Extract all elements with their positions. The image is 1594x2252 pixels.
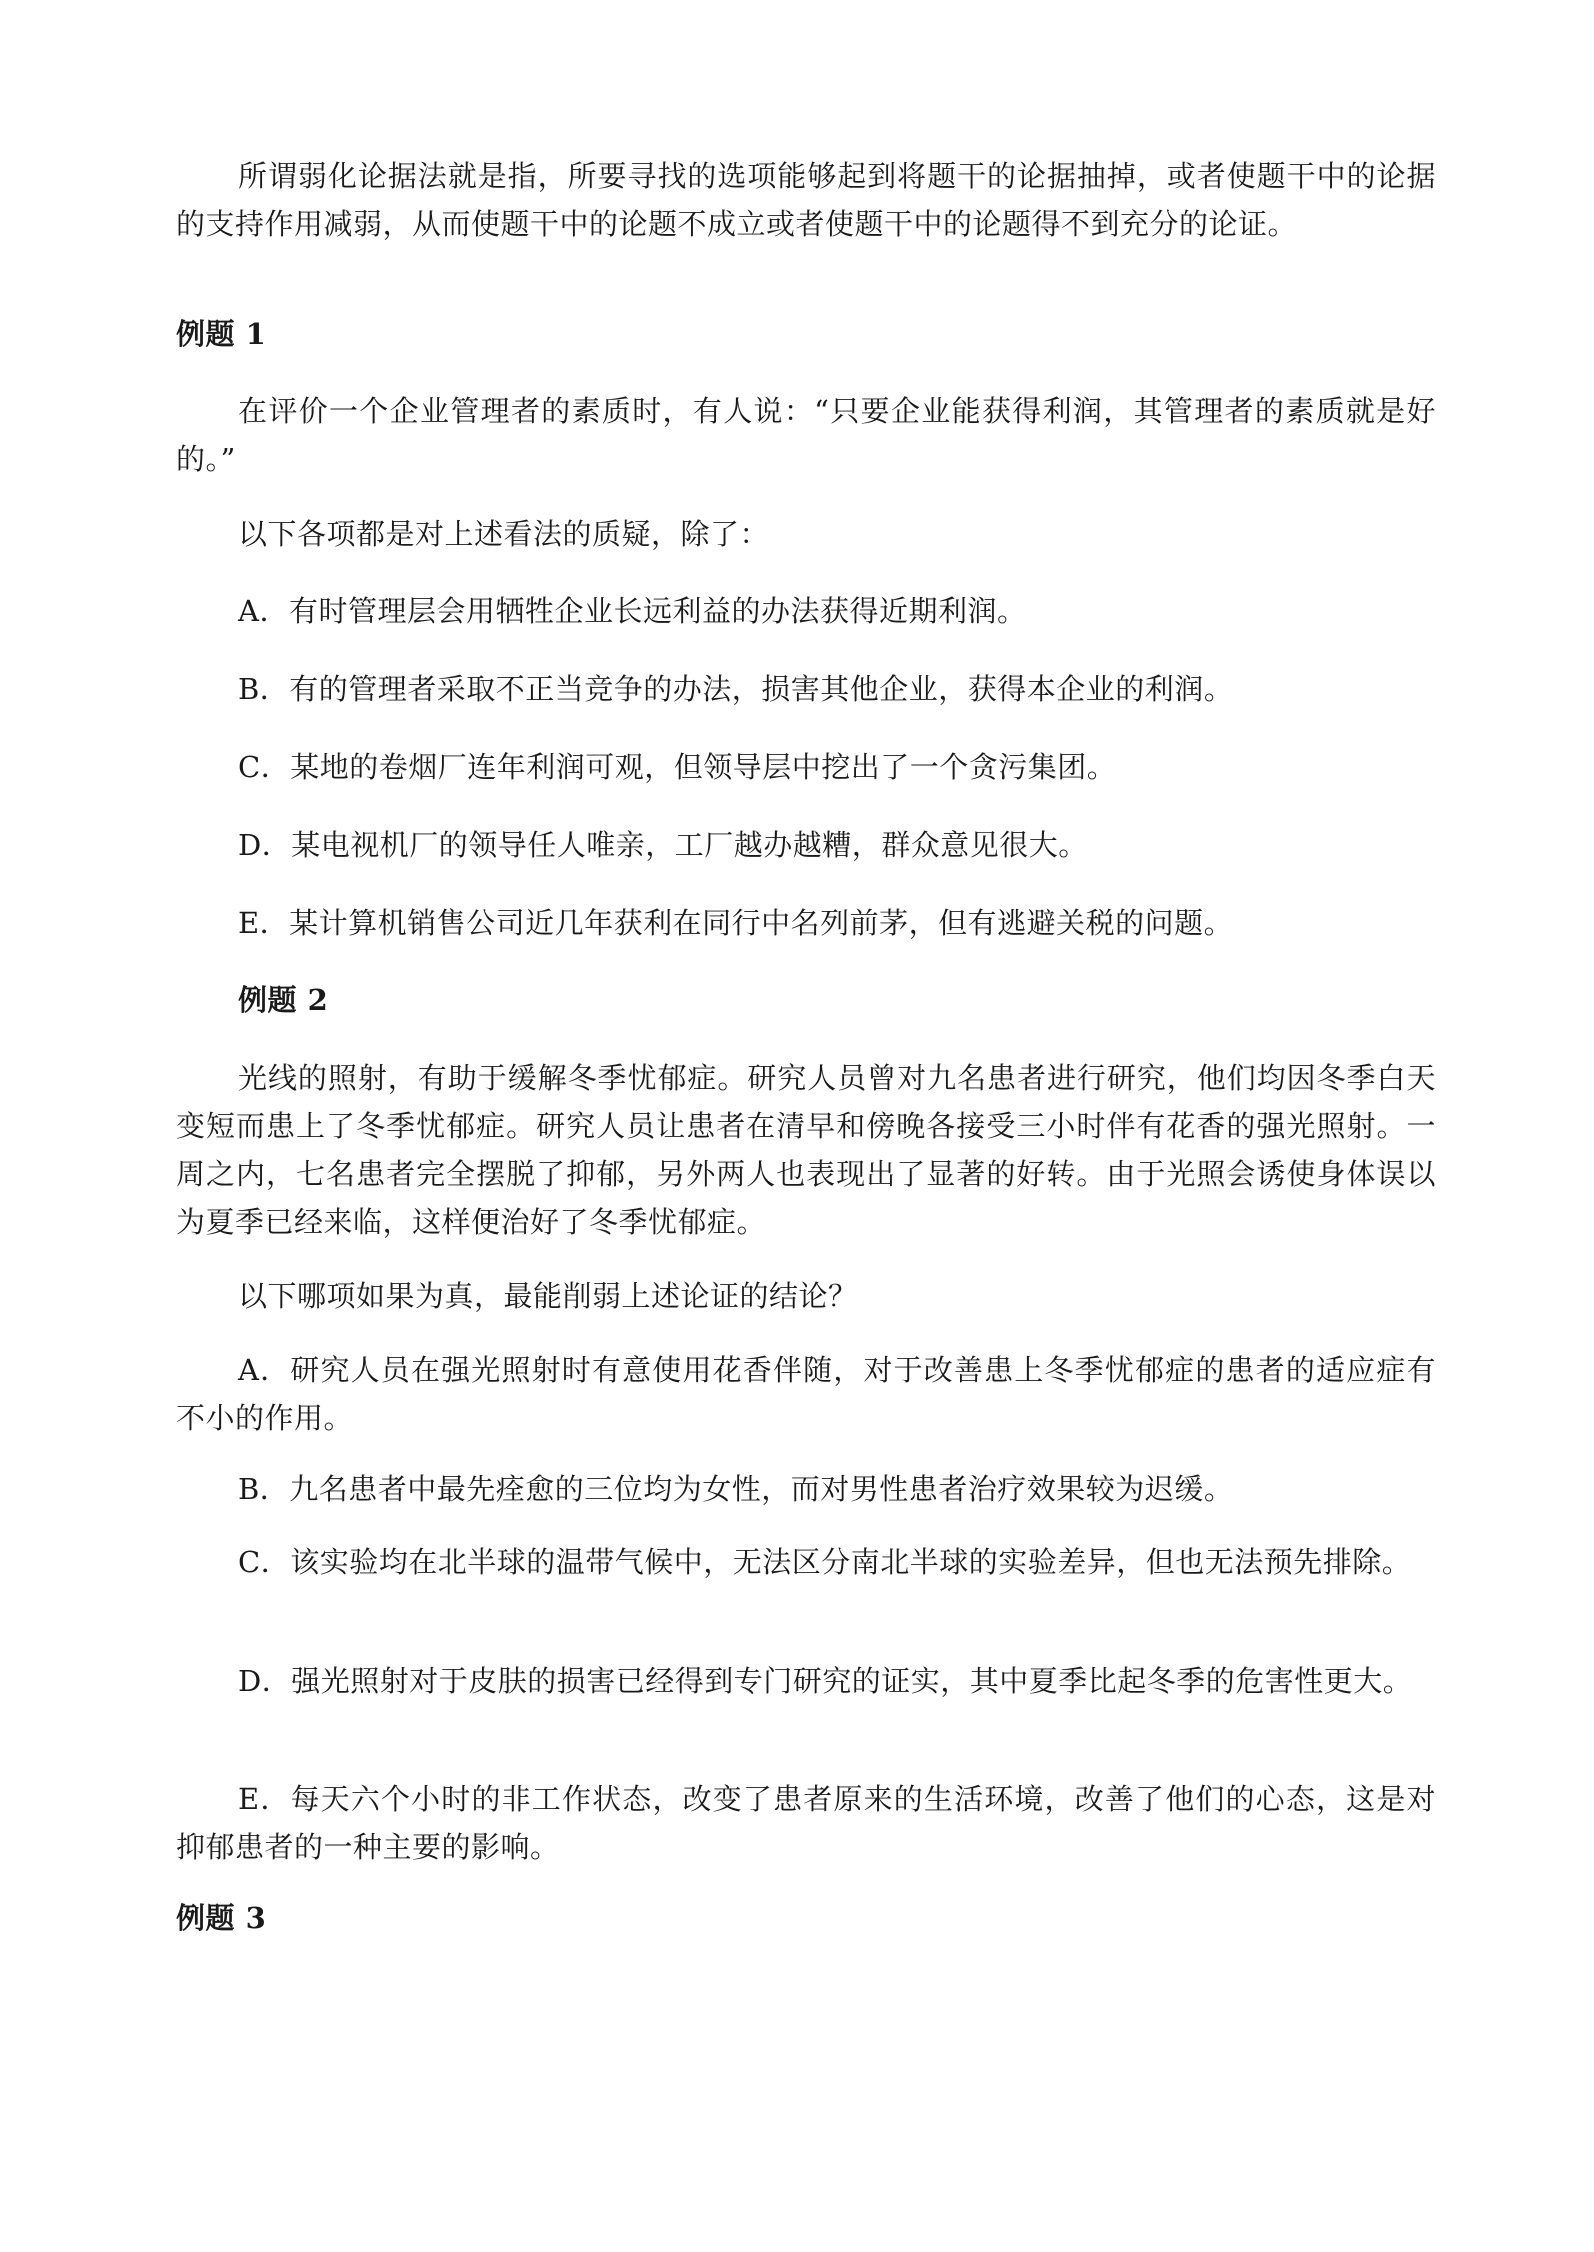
example-3-heading: 例题 3 xyxy=(176,1901,267,1935)
example-2-option-b: B．九名患者中最先痊愈的三位均为女性，而对男性患者治疗效果较为迟缓。 xyxy=(238,1472,1234,1506)
example-1-question: 以下各项都是对上述看法的质疑，除了： xyxy=(238,517,770,551)
intro-paragraph: 所谓弱化论据法就是指，所要寻找的选项能够起到将题干的论据抽掉，或者使题干中的论据的支持作用减弱，从而使题干中的论题不成立或者使题干中的论题得不到充分的论证。 xyxy=(176,159,1436,241)
example-2-question: 以下哪项如果为真，最能削弱上述论证的结论？ xyxy=(238,1279,858,1313)
example-2-option-e: E．每天六个小时的非工作状态，改变了患者原来的生活环境，改善了他们的心态，这是对抑郁患者的一种主要的影响。 xyxy=(176,1782,1436,1864)
example-1-option-c: C．某地的卷烟厂连年利润可观，但领导层中挖出了一个贪污集团。 xyxy=(238,750,1117,784)
example-1-option-a: A．有时管理层会用牺牲企业长远利益的办法获得近期利润。 xyxy=(238,594,1027,628)
example-1-option-b: B．有的管理者采取不正当竞争的办法，损害其他企业，获得本企业的利润。 xyxy=(238,672,1234,706)
example-2-option-c: C．该实验均在北半球的温带气候中，无法区分南北半球的实验差异，但也无法预先排除。 xyxy=(238,1545,1412,1579)
example-1-heading: 例题 1 xyxy=(176,317,267,351)
example-2-option-d: D．强光照射对于皮肤的损害已经得到专门研究的证实，其中夏季比起冬季的危害性更大。 xyxy=(238,1664,1413,1698)
example-2-option-a: A．研究人员在强光照射时有意使用花香伴随，对于改善患上冬季忧郁症的患者的适应症有不小的作用。 xyxy=(176,1353,1436,1435)
example-1-stem: 在评价一个企业管理者的素质时，有人说：“只要企业能获得利润，其管理者的素质就是好的。” xyxy=(176,394,1436,476)
example-2-stem: 光线的照射，有助于缓解冬季忧郁症。研究人员曾对九名患者进行研究，他们均因冬季白天变短而患上了冬季忧郁症。研究人员让患者在清早和傍晚各接受三小时伴有花香的强光照射。一周之内，七名患者完全摆脱了抑郁，另外两人也表现出了显著的好转。由于光照会诱使身体误以为夏季已经来临，这样便治好了冬季忧郁症。 xyxy=(176,1061,1436,1239)
example-2-heading: 例题 2 xyxy=(238,983,329,1017)
example-1-option-e: E．某计算机销售公司近几年获利在同行中名列前茅，但有逃避关税的问题。 xyxy=(238,906,1234,940)
example-1-option-d: D．某电视机厂的领导任人唯亲，工厂越办越糟，群众意见很大。 xyxy=(238,828,1088,862)
